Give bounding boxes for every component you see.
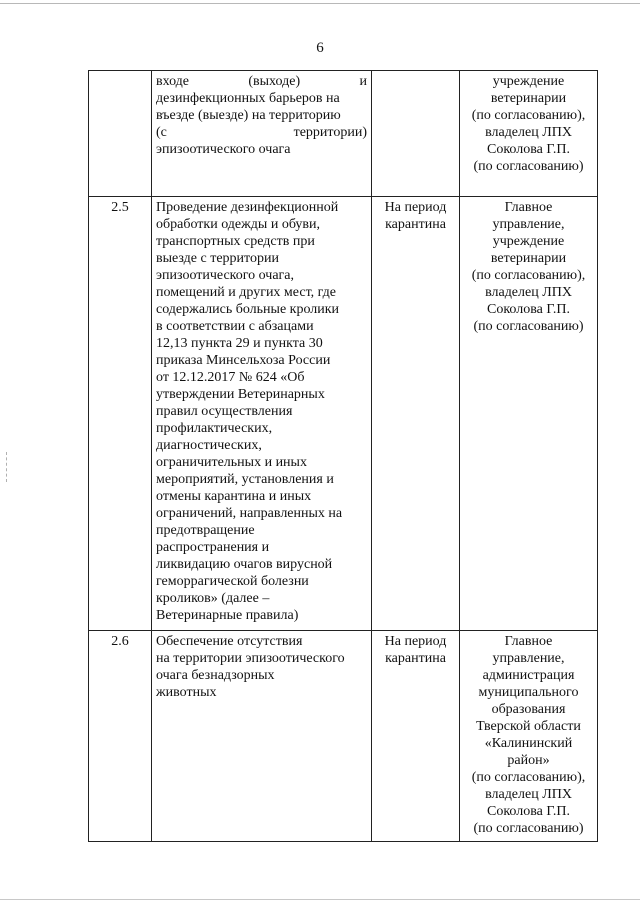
page-number: 6 — [316, 40, 324, 56]
period-cell — [372, 197, 460, 631]
period-cell — [372, 631, 460, 842]
responsible-text-line: (по согласованию), — [471, 108, 586, 123]
period-text-line: карантина — [385, 217, 446, 232]
responsible-text-line: ветеринарии — [490, 251, 567, 266]
measure-text-line: профилактических, — [156, 421, 273, 436]
responsible-text-line: (по согласованию) — [473, 821, 584, 836]
measure-word: территории) — [293, 125, 367, 140]
row-number — [89, 71, 152, 197]
measure-word: (с — [156, 125, 167, 140]
measure-text-line: выезде с территории — [156, 251, 279, 266]
measure-word: и — [359, 74, 367, 89]
responsible-cell — [460, 71, 598, 197]
measures-table — [88, 70, 598, 842]
measure-text-line: ограничительных и иных — [156, 455, 307, 470]
responsible-text-line: владелец ЛПХ — [485, 787, 572, 802]
measure-text-line: ликвидацию очагов вирусной — [156, 557, 333, 572]
measure-text-line: геморрагической болезни — [156, 574, 309, 589]
measure-text-line: дезинфекционных барьеров на — [156, 91, 340, 106]
responsible-text-line: (по согласованию) — [473, 159, 584, 174]
responsible-text-line: муниципального — [478, 685, 579, 700]
measure-text-line: на территории эпизоотического — [156, 651, 345, 666]
table-row — [89, 631, 598, 842]
responsible-text-line: район» — [507, 753, 550, 768]
measure-text-line: очага безнадзорных — [156, 668, 275, 683]
measure-cell — [152, 631, 372, 842]
responsible-text-line: управление, — [492, 217, 565, 232]
measure-text-line: диагностических, — [156, 438, 262, 453]
responsible-text-line: (по согласованию) — [473, 319, 584, 334]
period-cell — [372, 71, 460, 197]
responsible-text-line: ветеринарии — [490, 91, 567, 106]
measure-text-line: ограничений, направленных на — [156, 506, 343, 521]
measure-text-line: эпизоотического очага, — [156, 268, 295, 283]
responsible-text-line: Тверской области — [476, 719, 581, 734]
measure-text-line: помещений и других мест, где — [156, 285, 337, 300]
responsible-text-line: Соколова Г.П. — [487, 142, 570, 157]
responsible-text-line: Соколова Г.П. — [487, 804, 570, 819]
measure-text-line: отмены карантина и иных — [156, 489, 312, 504]
measure-text-line — [156, 124, 367, 141]
scan-margin-marks — [6, 452, 9, 482]
responsible-cell — [460, 197, 598, 631]
table-row — [89, 71, 598, 197]
measure-text-line: правил осуществления — [156, 404, 293, 419]
responsible-text-line: учреждение — [492, 74, 565, 89]
period-text-line: На период — [384, 634, 447, 649]
scan-top-edge — [0, 3, 640, 4]
period-text-line: карантина — [385, 651, 446, 666]
responsible-text-line: (по согласованию), — [471, 268, 586, 283]
responsible-text-line: владелец ЛПХ — [485, 125, 572, 140]
measure-text-line — [156, 73, 367, 90]
responsible-cell — [460, 631, 598, 842]
responsible-text-line: Главное — [504, 200, 553, 215]
measure-text-line: Ветеринарные правила) — [156, 608, 299, 623]
scan-bottom-edge — [0, 899, 640, 900]
measure-text-line: утверждении Ветеринарных — [156, 387, 325, 402]
measure-text-line: Проведение дезинфекционной — [156, 200, 339, 215]
measure-word: (выходе) — [248, 74, 301, 89]
measure-text-line: предотвращение — [156, 523, 255, 538]
measure-text-line: распространения и — [156, 540, 270, 555]
measure-text-line: мероприятий, установления и — [156, 472, 334, 487]
measure-text-line: содержались больные кролики — [156, 302, 340, 317]
row-number: 2.5 — [89, 197, 152, 631]
measure-text-line: въезде (выезде) на территорию — [156, 108, 341, 123]
measure-text-line: транспортных средств при — [156, 234, 315, 249]
measure-text-line: в соответствии с абзацами — [156, 319, 314, 334]
row-number: 2.6 — [89, 631, 152, 842]
responsible-text-line: (по согласованию), — [471, 770, 586, 785]
measure-text-line: от 12.12.2017 № 624 «Об — [156, 370, 305, 385]
measure-text-line: животных — [156, 685, 217, 700]
measure-text-line: кроликов» (далее – — [156, 591, 270, 606]
responsible-text-line: администрация — [482, 668, 575, 683]
measure-text-line: приказа Минсельхоза России — [156, 353, 331, 368]
responsible-text-line: Соколова Г.П. — [487, 302, 570, 317]
responsible-text-line: управление, — [492, 651, 565, 666]
measure-word: входе — [156, 74, 190, 89]
responsible-text-line: образования — [491, 702, 566, 717]
responsible-text-line: Главное — [504, 634, 553, 649]
table-row — [89, 197, 598, 631]
period-text-line: На период — [384, 200, 447, 215]
responsible-text-line: учреждение — [492, 234, 565, 249]
measure-cell — [152, 71, 372, 197]
responsible-text-line: владелец ЛПХ — [485, 285, 572, 300]
measure-text-line: 12,13 пункта 29 и пункта 30 — [156, 336, 323, 351]
measure-text-line: Обеспечение отсутствия — [156, 634, 303, 649]
measure-text-line: обработки одежды и обуви, — [156, 217, 321, 232]
responsible-text-line: «Калининский — [484, 736, 573, 751]
measure-cell — [152, 197, 372, 631]
measure-text-line: эпизоотического очага — [156, 142, 291, 157]
